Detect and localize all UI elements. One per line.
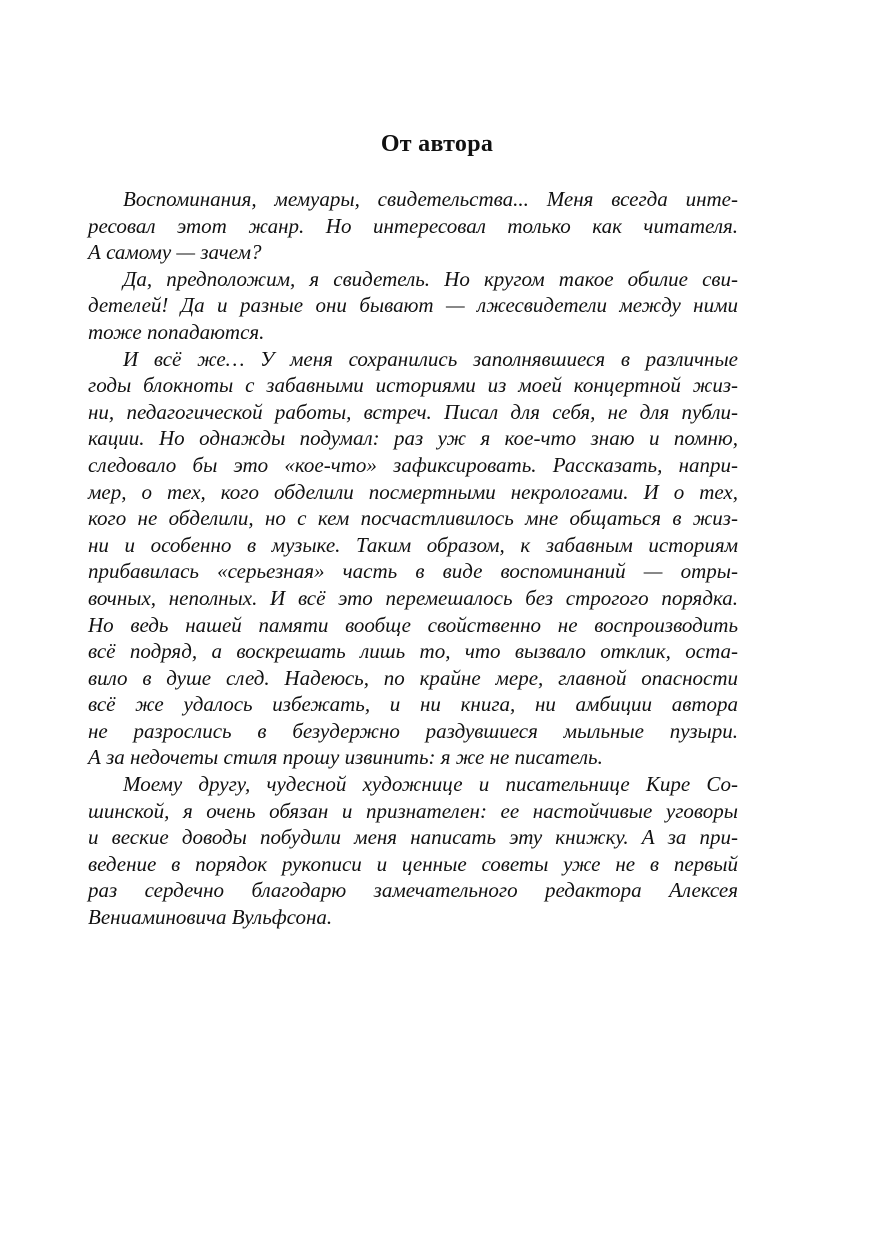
paragraph-1	[88, 186, 738, 266]
text-line: Воспоминания, мемуары, свидетельства... Меня всегда инте-	[123, 187, 738, 211]
text-line: раз сердечно благодарю замечательного редактора Алексея	[88, 878, 738, 903]
text-line: ни и особенно в музыке. Таким образом, к забавным историям	[88, 532, 738, 557]
text-line: следовало бы это «кое-что» зафиксировать. Рассказать, напри-	[88, 452, 738, 477]
paragraph-3	[88, 346, 738, 772]
text-line: прибавилась «серьезная» часть в виде воспоминаний — отры-	[88, 559, 738, 584]
text-line: детелей! Да и разные они бывают — лжесвидетели между ними	[88, 293, 738, 318]
text-line: Моему другу, чудесной художнице и писательнице Кире Со-	[123, 772, 738, 797]
text-line: ни, педагогической работы, встреч. Писал для себя, не для публи-	[88, 399, 738, 424]
text-line: шинской, я очень обязан и признателен: ее настойчивые уговоры	[88, 798, 738, 823]
page-title: От автора	[380, 131, 494, 157]
foreword-text	[88, 186, 738, 931]
text-line: кации. Но однажды подумал: раз уж я кое-что знаю и помню,	[88, 426, 738, 451]
text-line: Да, предположим, я свидетель. Но кругом такое обилие сви-	[123, 266, 738, 291]
text-line: Но ведь нашей памяти вообще свойственно не воспроизводить	[88, 612, 738, 637]
text-line: Вениаминовича Вульфсона.	[88, 905, 333, 930]
text-line: мер, о тех, кого обделили посмертными некрологами. И о тех,	[88, 479, 738, 504]
text-line: ведение в порядок рукописи и ценные советы уже не в первый	[88, 851, 738, 876]
text-line: и веские доводы побудили меня написать эту книжку. А за при-	[88, 825, 738, 850]
paragraph-2	[88, 266, 738, 346]
text-line: вочных, неполных. И всё это перемешалось без строгого порядка.	[88, 585, 738, 610]
text-line: ресовал этот жанр. Но интересовал только как читателя.	[88, 213, 738, 238]
text-line: всё подряд, а воскрешать лишь то, что вызвало отклик, оста-	[88, 639, 738, 664]
text-line: всё же удалось избежать, и ни книга, ни амбиции автора	[88, 692, 738, 717]
text-line: тоже попадаются.	[88, 319, 265, 344]
text-line: вило в душе след. Надеюсь, по крайне мере, главной опасности	[88, 665, 738, 690]
paragraph-4	[88, 771, 738, 931]
text-line: А за недочеты стиля прошу извинить: я же не писатель.	[88, 745, 603, 770]
text-line: не разрослись в безудержно раздувшиеся мыльные пузыри.	[88, 718, 738, 743]
text-line: годы блокноты с забавными историями из моей концертной жиз-	[88, 373, 738, 398]
text-line: И всё же… У меня сохранились заполнявшиеся в различные	[123, 346, 738, 371]
text-line: А самому — зачем?	[88, 240, 262, 265]
text-line: кого не обделили, но с кем посчастливилось мне общаться в жиз-	[88, 506, 738, 531]
